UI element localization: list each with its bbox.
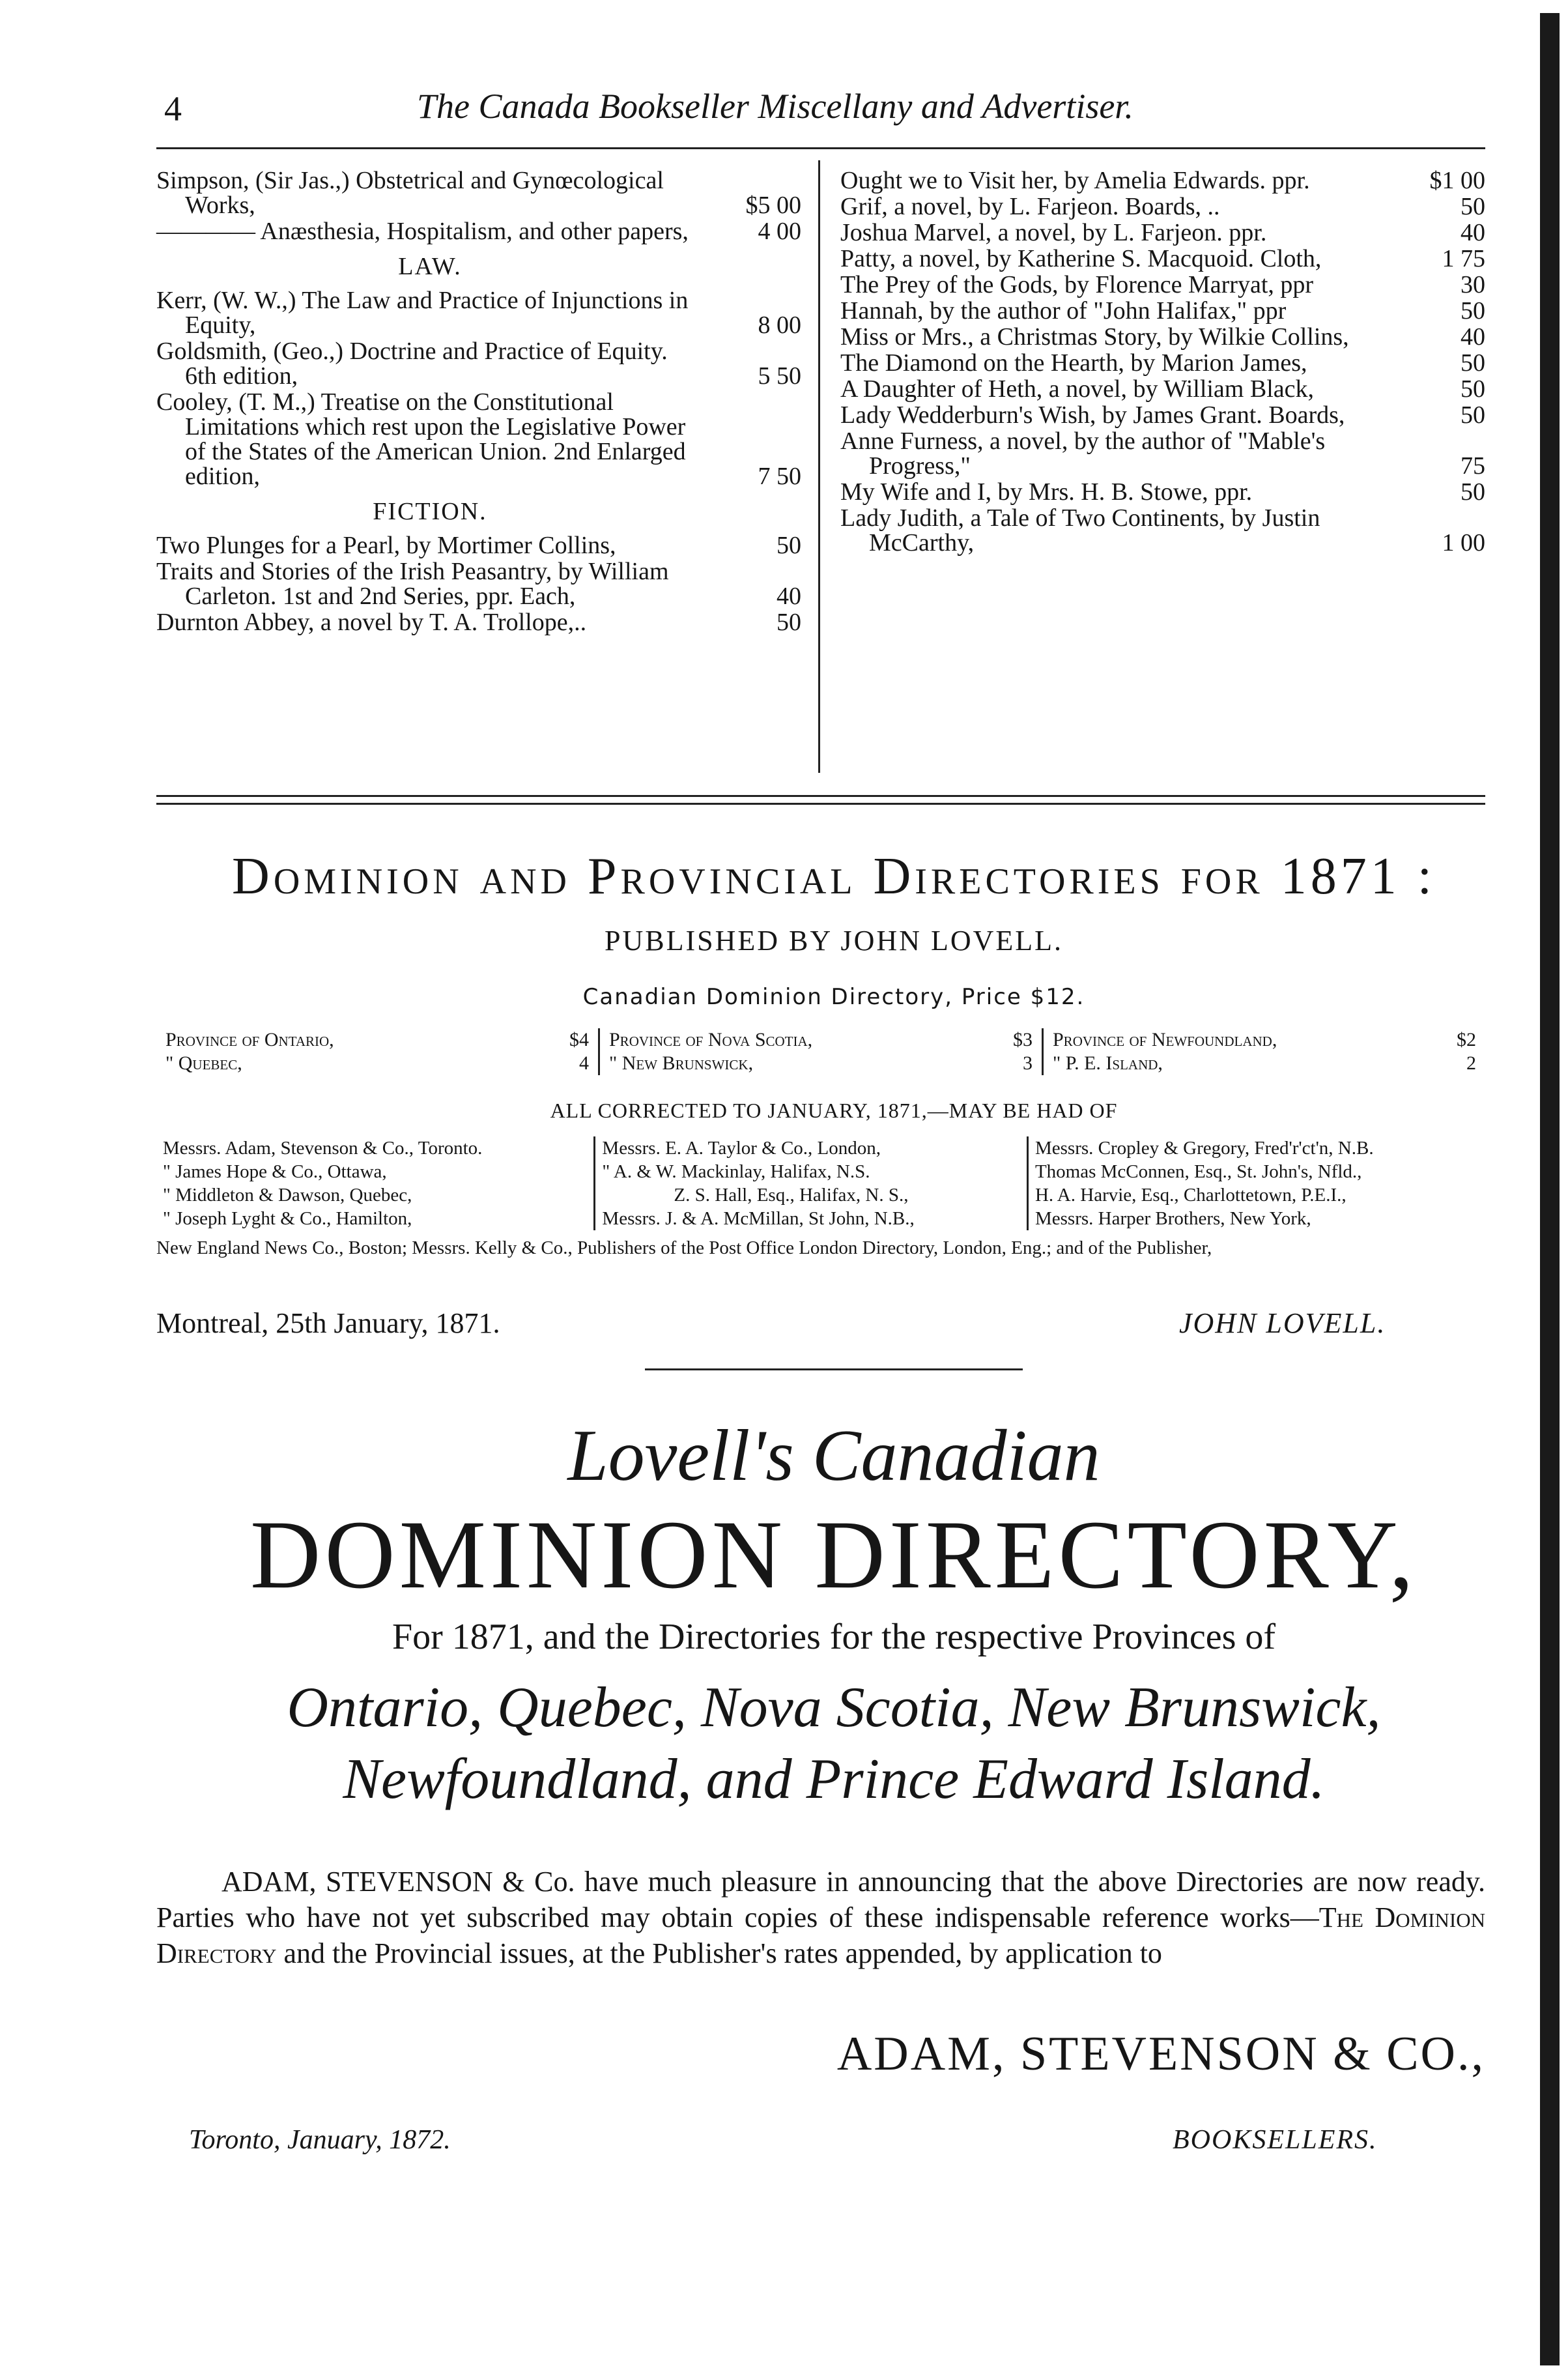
- catalog-entry: [156, 168, 801, 218]
- catalog-entry: [840, 325, 1485, 349]
- catalog-entry-title: Lady Judith, a Tale of Two Continents, by Justin McCarthy,: [840, 504, 1320, 556]
- ad-subtitle: For 1871, and the Directories for the respective Provinces of: [392, 1617, 1276, 1657]
- ad-provinces-line-1: Ontario, Quebec, Nova Scotia, New Brunswick,: [287, 1676, 1381, 1739]
- catalog-entry-title: Hannah, by the author of "John Halifax," ppr: [840, 297, 1287, 325]
- catalog-entry: [840, 377, 1485, 401]
- ad-firm-role: BOOKSELLERS.: [1173, 2125, 1378, 2155]
- catalog-entry-price: $1 00: [1429, 167, 1485, 194]
- catalog-entry-price: 40: [1461, 219, 1485, 246]
- province-row: Province of Nova Scotia, $3: [609, 1029, 1033, 1050]
- catalog-entry-price: 30: [1461, 271, 1485, 298]
- catalog-entry: [156, 339, 801, 388]
- catalog-entry-title: Grif, a novel, by L. Farjeon. Boards, ..: [840, 193, 1220, 220]
- agent-entry: " James Hope & Co., Ottawa,: [163, 1161, 387, 1182]
- catalog-entry-title: Joshua Marvel, a novel, by L. Farjeon. ppr.: [840, 219, 1267, 246]
- catalog-entry: [840, 194, 1485, 219]
- catalog-entry-price: 50: [1461, 297, 1485, 325]
- catalog-section-heading: LAW.: [398, 253, 462, 280]
- page-binding-edge: [1540, 13, 1560, 2365]
- catalog-entry: [840, 272, 1485, 297]
- agent-entry: Messrs. J. & A. McMillan, St John, N.B.,: [602, 1208, 915, 1229]
- catalog-entry-title: Cooley, (T. M.,) Treatise on the Constitutional Limitations which rest upon the Legislative Power of the States of the American Union. 2nd Enlarged edition,: [156, 388, 686, 490]
- catalog-entry-title: Miss or Mrs., a Christmas Story, by Wilkie Collins,: [840, 323, 1349, 351]
- catalog-entry-price: 4 00: [758, 218, 801, 245]
- divider-rule: [645, 1368, 1023, 1370]
- publisher-line: PUBLISHED BY JOHN LOVELL.: [604, 925, 1064, 957]
- catalog-entry: [840, 403, 1485, 427]
- catalog-entry-title: Ought we to Visit her, by Amelia Edwards. ppr.: [840, 167, 1310, 194]
- catalog-entry-title: Goldsmith, (Geo.,) Doctrine and Practice of Equity. 6th edition,: [156, 338, 668, 390]
- catalog-entry-price: 50: [1461, 193, 1485, 220]
- catalog-entry-title: Two Plunges for a Pearl, by Mortimer Collins,: [156, 532, 616, 559]
- agent-entry: Thomas McConnen, Esq., St. John's, Nfld.,: [1034, 1161, 1362, 1182]
- agents-tail-text: New England News Co., Boston; Messrs. Kelly & Co., Publishers of the Post Office London Directory, London, Eng.; and of the Publisher,: [156, 1237, 1212, 1258]
- catalog-entry: [840, 351, 1485, 375]
- catalog-entry-price: 1 75: [1442, 245, 1485, 272]
- dominion-price-line: Canadian Dominion Directory, Price $12.: [582, 984, 1085, 1010]
- catalog-entry-price: 50: [1461, 349, 1485, 377]
- agent-entry: Messrs. Harper Brothers, New York,: [1034, 1208, 1311, 1229]
- catalog-entry-price: 75: [1461, 452, 1485, 480]
- agents-column: [156, 1136, 595, 1230]
- catalog-entry-title: The Diamond on the Hearth, by Marion James,: [840, 349, 1307, 377]
- catalog-left-column: [156, 168, 801, 636]
- ad-body-paragraph: ADAM, STEVENSON & Co. have much pleasure in announcing that the above Directories are now ready. Parties who have not yet subscribed may obtain copies of these indispensable reference works—The Dominion Directory and the Provincial issues, at the Publisher's rates appended, by application to: [156, 1866, 1485, 1969]
- catalog-entry: [840, 480, 1485, 504]
- agent-entry: " Joseph Lyght & Co., Hamilton,: [163, 1208, 412, 1229]
- province-row: Province of Newfoundland, $2: [1053, 1029, 1476, 1050]
- column-divider: [818, 160, 820, 773]
- province-row: " New Brunswick, 3: [609, 1052, 1033, 1074]
- ad-provinces-line-2: Newfoundland, and Prince Edward Island.: [343, 1748, 1325, 1811]
- agents-column: [1029, 1136, 1485, 1230]
- ad-place-date: Toronto, January, 1872.: [189, 2125, 451, 2155]
- province-row: " Quebec, 4: [165, 1052, 589, 1074]
- dateline: Montreal, 25th January, 1871.: [156, 1307, 500, 1339]
- agent-entry: Messrs. Adam, Stevenson & Co., Toronto.: [163, 1138, 483, 1159]
- running-title: The Canada Bookseller Miscellany and Advertiser.: [417, 87, 1133, 126]
- catalog-entry-price: 7 50: [758, 463, 801, 490]
- catalog-entry-title: Patty, a novel, by Katherine S. Macquoid. Cloth,: [840, 245, 1322, 272]
- catalog-entry: [840, 429, 1485, 478]
- agent-entry: Z. S. Hall, Esq., Halifax, N. S.,: [674, 1185, 909, 1206]
- catalog-entry: [156, 219, 801, 244]
- header-rule: [156, 147, 1485, 149]
- section-rule-bottom: [156, 803, 1485, 805]
- ad-firm-name: ADAM, STEVENSON & CO.,: [836, 2027, 1485, 2081]
- catalog-entry: [840, 220, 1485, 245]
- catalog-entry-price: 50: [1461, 401, 1485, 429]
- catalog-entry-price: 40: [1461, 323, 1485, 351]
- catalog-entry: [156, 288, 801, 338]
- catalog-entry: [840, 168, 1485, 193]
- catalog-entry-title: Traits and Stories of the Irish Peasantry, by William Carleton. 1st and 2nd Series, ppr. Each,: [156, 558, 669, 610]
- catalog-entry-price: 5 50: [758, 362, 801, 390]
- catalog-entry-price: 1 00: [1442, 529, 1485, 556]
- agent-entry: Messrs. Cropley & Gregory, Fred'r'ct'n, N.B.: [1034, 1138, 1374, 1159]
- catalog-entry-title: Anne Furness, a novel, by the author of "Mable's Progress,": [840, 427, 1326, 480]
- directories-title: Dominion and Provincial Directories for 1871 :: [232, 848, 1436, 905]
- catalog-entry-price: 8 00: [758, 311, 801, 339]
- catalog-entry: [156, 610, 801, 635]
- agent-entry: " Middleton & Dawson, Quebec,: [163, 1185, 412, 1206]
- catalog-entry: [840, 246, 1485, 271]
- catalog-entry: [156, 390, 801, 489]
- ad-script-title: Lovell's Canadian: [567, 1415, 1100, 1496]
- ad-main-title: DOMINION DIRECTORY,: [250, 1501, 1418, 1609]
- catalog-right-column: [840, 168, 1485, 556]
- catalog-entry-price: 50: [777, 609, 801, 636]
- catalog-entry-price: $5 00: [745, 192, 801, 219]
- catalog-entry: [156, 533, 801, 558]
- catalog-entry-title: A Daughter of Heth, a novel, by William Black,: [840, 375, 1314, 403]
- catalog-entry: [840, 298, 1485, 323]
- catalog-entry-title: Simpson, (Sir Jas.,) Obstetrical and Gynœcological Works,: [156, 167, 664, 219]
- catalog-entry: [156, 559, 801, 609]
- catalog-section-heading: FICTION.: [373, 498, 487, 525]
- province-group: [600, 1028, 1044, 1075]
- catalog-entry-title: Lady Wedderburn's Wish, by James Grant. Boards,: [840, 401, 1345, 429]
- province-price-table: [156, 1028, 1485, 1075]
- province-row: Province of Ontario, $4: [165, 1029, 589, 1050]
- catalog-entry-title: My Wife and I, by Mrs. H. B. Stowe, ppr.: [840, 478, 1253, 506]
- province-group: [1044, 1028, 1485, 1075]
- catalog-entry-price: 50: [777, 532, 801, 559]
- province-group: [156, 1028, 600, 1075]
- signature: JOHN LOVELL.: [1179, 1307, 1386, 1339]
- availability-line: ALL CORRECTED TO JANUARY, 1871,—MAY BE HAD OF: [550, 1099, 1118, 1122]
- catalog-entry-price: 50: [1461, 375, 1485, 403]
- agents-column: [595, 1136, 1029, 1230]
- catalog-entry-price: 40: [777, 583, 801, 610]
- catalog-entry-title: Durnton Abbey, a novel by T. A. Trollope,..: [156, 609, 587, 636]
- agent-entry: " A. & W. Mackinlay, Halifax, N.S.: [602, 1161, 870, 1182]
- section-rule-top: [156, 795, 1485, 797]
- agents-table: [156, 1136, 1485, 1230]
- catalog-entry-title: Kerr, (W. W.,) The Law and Practice of Injunctions in Equity,: [156, 287, 689, 339]
- catalog-entry-title: ———— Anæsthesia, Hospitalism, and other papers,: [156, 218, 689, 245]
- page-number: 4: [164, 89, 182, 128]
- agent-entry: H. A. Harvie, Esq., Charlottetown, P.E.I.,: [1034, 1185, 1347, 1206]
- agent-entry: Messrs. E. A. Taylor & Co., London,: [602, 1138, 881, 1159]
- catalog-entry: [840, 506, 1485, 555]
- catalog-entry-price: 50: [1461, 478, 1485, 506]
- province-row: " P. E. Island, 2: [1053, 1052, 1476, 1074]
- catalog-entry-title: The Prey of the Gods, by Florence Marryat, ppr: [840, 271, 1314, 298]
